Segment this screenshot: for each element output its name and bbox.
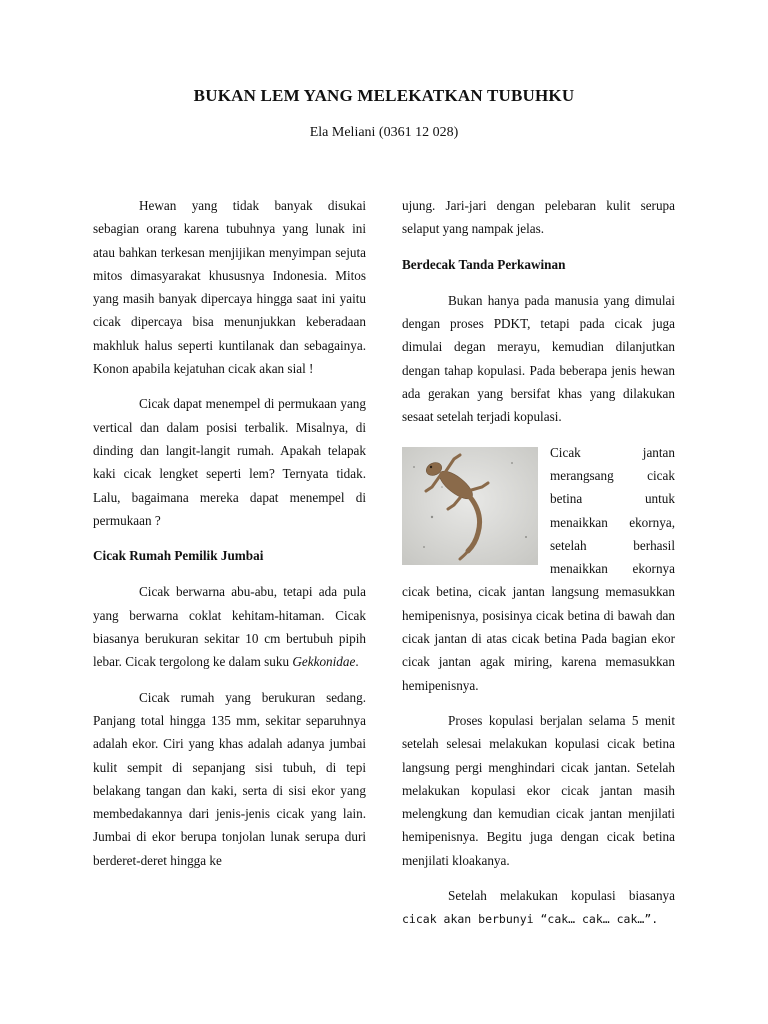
author-line: Ela Meliani (0361 12 028) [309, 125, 459, 140]
paragraph-sound [402, 884, 675, 932]
gecko-photo-icon [402, 447, 538, 565]
paragraph-continued: ujung. Jari-jari dengan pelebaran kulit serupa selaput yang nampak jelas. [402, 198, 675, 237]
paragraph-mating: Cicak jantan merangsang cicak betina untuk menaikkan ekornya, setelah berhasil menaikkan ekornya cicak betina, cicak jantan langsung memasukkan hemipenisnya, posisinya cicak betina di bawah dan cicak jantan di atas cicak betina Pada bagian ekor cicak jantan agak miring, karena memasukkan hemipenisnya. [402, 444, 675, 693]
paragraph-sound-text: Setelah melakukan kopulasi biasanya [448, 888, 675, 904]
paragraph-color-end: . [355, 654, 359, 670]
family-name-italic: Gekkonidae [292, 654, 356, 670]
document-title: BUKAN LEM YANG MELEKATKAN TUBUHKU [193, 86, 575, 105]
paragraph-size: Cicak rumah yang berukuran sedang. Panjang total hingga 135 mm, sekitar separuhnya adalah ekor. Ciri yang khas adalah adanya jumbai kulit sempit di sepanjang sisi tubuh, di tepi belakang tangan dan kaki, serta di sisi ekor yang membedakannya dari jenis-jenis cicak yang lain. Jumbai di ekor berupa tonjolan lunak serupa duri berderet-deret hingga ke [93, 689, 366, 868]
paragraph-intro: Hewan yang tidak banyak disukai sebagian orang karena tubuhnya yang lunak ini atau bahkan terkesan menjijikan menyimpan sejuta mitos dimasyarakat khususnya Indonesia. Mitos yang masih banyak dipercaya hingga saat ini yaitu cicak dipercaya bisa menunjukkan keberadaan makhluk halus seperti kuntilanak dan sebagainya. Konon apabila kejatuhan cicak akan sial ! [93, 198, 366, 377]
paragraph-sound-mono: cicak akan berbunyi “cak… cak… cak…”. [402, 912, 659, 927]
right-column [402, 194, 675, 944]
section-heading-perkawinan: Berdecak Tanda Perkawinan [402, 256, 566, 272]
left-column [93, 194, 366, 884]
section-heading-jumbai: Cicak Rumah Pemilik Jumbai [93, 548, 264, 564]
paragraph-adhesion: Cicak dapat menempel di permukaan yang vertical dan dalam posisi terbalik. Misalnya, di dinding dan langit-langit rumah. Apakah telapak kaki cicak lengket seperti lem? Ternyata tidak. Lalu, bagaimana mereka dapat menempel di permukaan ? [93, 396, 366, 528]
gecko-photo [402, 447, 538, 565]
paragraph-color-text: Cicak berwarna abu-abu, tetapi ada pula yang berwarna coklat kehitam-hitaman. Cicak biasanya berukuran sekitar 10 cm bertubuh pipih lebar. Cicak tergolong ke dalam suku [93, 584, 366, 670]
paragraph-copulation: Proses kopulasi berjalan selama 5 menit setelah selesai melakukan kopulasi cicak betina langsung pergi menghindari cicak jantan. Setelah melakukan kopulasi ekor cicak jantan masih melengkung dan kemudian cicak jantan menjilati hemipenisnya. Begitu juga dengan cicak betina menjilati kloakanya. [402, 712, 675, 868]
paragraph-courtship: Bukan hanya pada manusia yang dimulai dengan proses PDKT, tetapi pada cicak juga dimulai degan merayu, kemudian dilanjutkan dengan tahap kopulasi. Pada beberapa jenis hewan ada gerakan yang bersifat khas yang dilakukan sesaat setelah terjadi kopulasi. [402, 292, 675, 425]
paragraph-color [93, 580, 366, 673]
